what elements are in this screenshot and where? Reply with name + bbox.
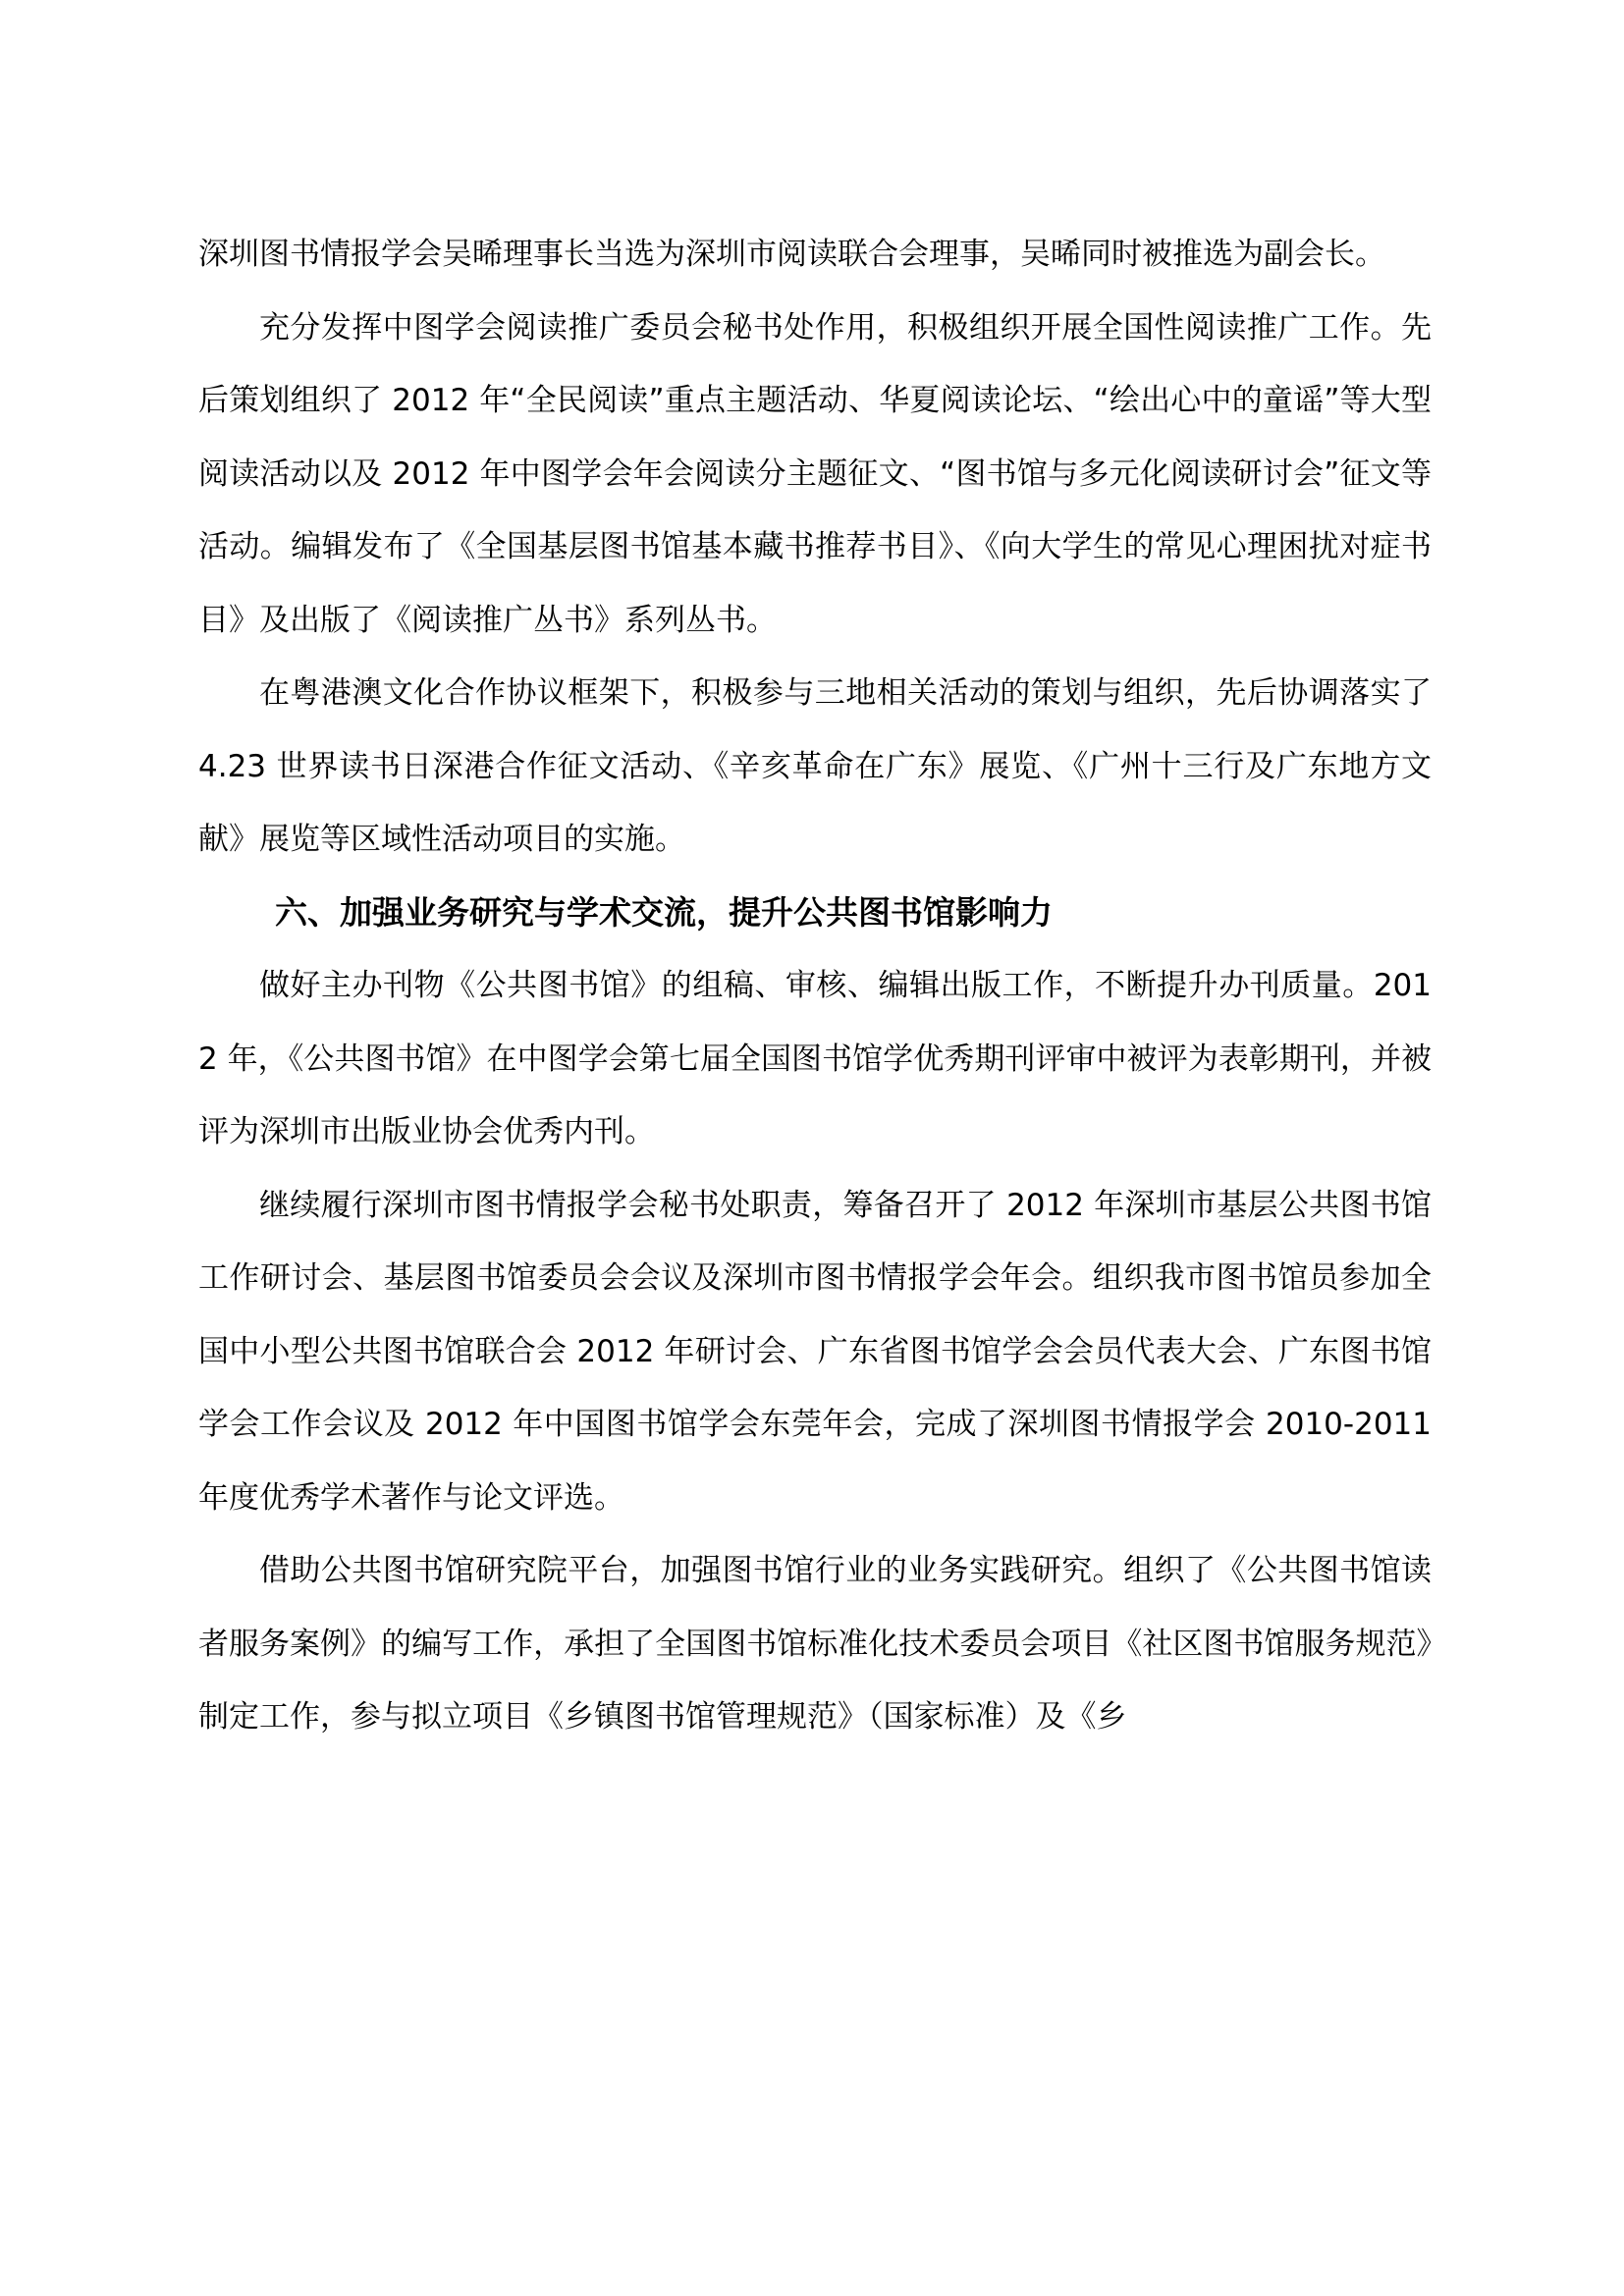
paragraph: 深圳图书情报学会吴晞理事长当选为深圳市阅读联合会理事，吴晞同时被推选为副会长。 (198, 237, 1385, 272)
paragraph: 充分发挥中图学会阅读推广委员会秘书处作用，积极组织开展全国性阅读推广工作。先后策划组织了 2012 年“全民阅读”重点主题活动、华夏阅读论坛、“绘出心中的童谣”等大型阅读活动以及 2012 年中图学会年会阅读分主题征文、“图书馆与多元化阅读研讨会”征文等活动。编辑发布了《全国基层图书馆基本藏书推荐书目》、《向大学生的常见心理困扰对症书目》及出版了《阅读推广丛书》系列丛书。 (198, 309, 1432, 638)
paragraph: 继续履行深圳市图书情报学会秘书处职责，筹备召开了 2012 年深圳市基层公共图书馆工作研讨会、基层图书馆委员会会议及深圳市图书情报学会年会。组织我市图书馆员参加全国中小型公共图书馆联合会 2012 年研讨会、广东省图书馆学会会员代表大会、广东图书馆学会工作会议及 2012 年中国图书馆学会东莞年会，完成了深圳图书情报学会 2010-2011 年度优秀学术著作与论文评选。 (198, 1187, 1432, 1516)
paragraph: 借助公共图书馆研究院平台，加强图书馆行业的业务实践研究。组织了《公共图书馆读者服务案例》的编写工作，承担了全国图书馆标准化技术委员会项目《社区图书馆服务规范》制定工作，参与拟立项目《乡镇图书馆管理规范》（国家标准）及《乡 (198, 1553, 1432, 1735)
section-heading: 六、加强业务研究与学术交流，提升公共图书馆影响力 (275, 892, 1053, 932)
document-page (198, 218, 1432, 1754)
paragraph: 做好主办刊物《公共图书馆》的组稿、审核、编辑出版工作，不断提升办刊质量。2012 年，《公共图书馆》在中图学会第七届全国图书馆学优秀期刊评审中被评为表彰期刊，并被评为深圳市出版业协会优秀内刊。 (198, 968, 1432, 1149)
paragraph: 在粤港澳文化合作协议框架下，积极参与三地相关活动的策划与组织，先后协调落实了 4.23 世界读书日深港合作征文活动、《辛亥革命在广东》展览、《广州十三行及广东地方文献》展览等区域性活动项目的实施。 (198, 675, 1432, 857)
